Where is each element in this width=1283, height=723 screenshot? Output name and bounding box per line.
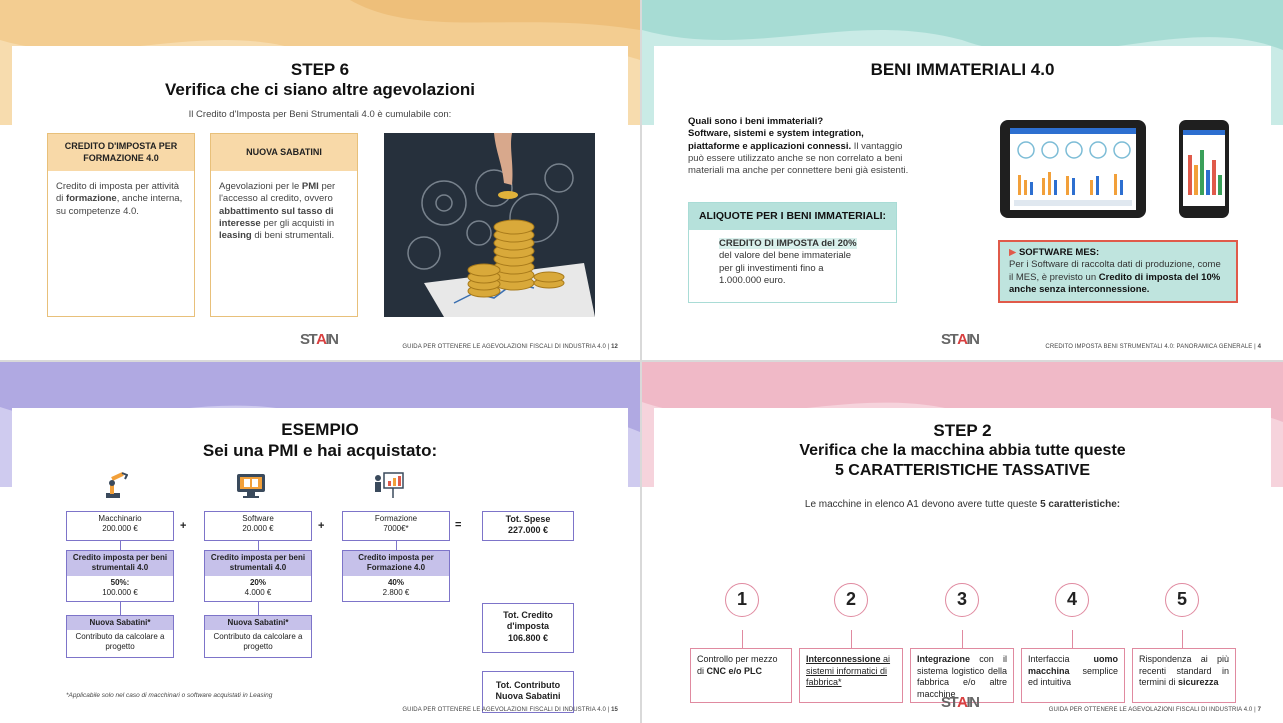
caratteristica-1: Controllo per mezzo di CNC e/o PLC xyxy=(690,648,792,703)
tot-sabatini-box: Tot. Contributo Nuova Sabatini xyxy=(482,671,574,713)
slide-card xyxy=(12,408,628,723)
page-footer: CREDITO IMPOSTA BENI STRUMENTALI 4.0: PANORAMICA GENERALE | 4 xyxy=(1045,344,1261,350)
connector-line xyxy=(258,541,259,550)
plus-sign: + xyxy=(318,520,325,532)
step-number-1: 1 xyxy=(725,583,759,617)
credit-software-value: 20% 4.000 € xyxy=(204,576,312,602)
equals-sign: = xyxy=(455,519,462,531)
slide-beni-immateriali xyxy=(642,0,1283,360)
slide-subtitle-1: Verifica che la macchina abbia tutte queste xyxy=(799,442,1126,459)
stain-logo: STAIN xyxy=(300,331,338,348)
tot-credito-box: Tot. Credito d'imposta 106.800 € xyxy=(482,603,574,653)
connector-line xyxy=(742,630,743,648)
credit-software-label: Credito imposta per beni strumentali 4.0 xyxy=(204,550,312,576)
sabatini-software-text: Contributo da calcolare a progetto xyxy=(204,630,312,658)
beni-immateriali-text: Quali sono i beni immateriali? Software, sistemi e system integration, piattaforme e applicazioni connessi. Il vantaggio può essere utilizzato anche se non correlato a beni materiali ma anche per connettere beni già esistenti. xyxy=(688,116,909,177)
connector-line xyxy=(258,602,259,615)
slide-title: ESEMPIO xyxy=(281,420,359,439)
formazione-box: Formazione 7000€* xyxy=(342,511,450,541)
computer-icon xyxy=(236,473,266,499)
aliquote-box xyxy=(688,202,897,303)
software-mes-text: Per i Software di raccolta dati di produzione, come il MES, è previsto un Credito di imposta del 10% anche senza interconnessione. xyxy=(1009,259,1221,296)
slide-subtitle-2: 5 CARATTERISTICHE TASSATIVE xyxy=(834,462,1091,479)
plus-sign: + xyxy=(180,520,187,532)
box-formazione xyxy=(47,133,195,317)
slide-subtitle: Sei una PMI e hai acquistato: xyxy=(202,441,438,460)
slide-card xyxy=(654,408,1271,723)
robot-arm-icon xyxy=(100,471,128,499)
page-footer: GUIDA PER OTTENERE LE AGEVOLAZIONI FISCALI DI INDUSTRIA 4.0 | 7 xyxy=(1048,707,1261,713)
presentation-icon xyxy=(372,470,404,500)
step-number-5: 5 xyxy=(1165,583,1199,617)
slide-step6 xyxy=(0,0,640,360)
aliquote-title: ALIQUOTE PER I BENI IMMATERIALI: xyxy=(689,203,896,230)
box-sabatini-title: NUOVA SABATINI xyxy=(211,134,357,171)
software-box: Software 20.000 € xyxy=(204,511,312,541)
stain-logo: STAIN xyxy=(941,331,979,348)
page-footer: GUIDA PER OTTENERE LE AGEVOLAZIONI FISCALI DI INDUSTRIA 4.0 | 15 xyxy=(402,707,618,713)
sabatini-software-label: Nuova Sabatini* xyxy=(204,615,312,630)
caratteristica-3: Integrazione con il sistema logistico della fabbrica e/o altre macchine xyxy=(910,648,1014,703)
footnote: *Applicabile solo nel caso di macchinari o software acquistati in Leasing xyxy=(66,692,273,699)
caratteristica-5: Rispondenza ai più recenti standard in termini di sicurezza xyxy=(1132,648,1236,703)
connector-line xyxy=(120,602,121,615)
caratteristica-4: Interfaccia uomo macchina semplice ed intuitiva xyxy=(1021,648,1125,703)
tablet-image xyxy=(1000,120,1146,218)
connector-line xyxy=(120,541,121,550)
credit-macchinario-label: Credito imposta per beni strumentali 4.0 xyxy=(66,550,174,576)
macchinario-box: Macchinario 200.000 € xyxy=(66,511,174,541)
slide-title: STEP 6 xyxy=(290,60,350,79)
aliquote-text: CREDITO DI IMPOSTA del 20% del valore del bene immateriale per gli investimenti fino a 1.000.000 euro. xyxy=(719,238,857,287)
box-sabatini-text: Agevolazioni per le PMI per l'accesso al credito, ovvero abbattimento sul tasso di interesse per gli acquisti in leasing di beni strumentali. xyxy=(219,181,336,242)
credit-macchinario-value: 50%: 100.000 € xyxy=(66,576,174,602)
box-formazione-text: Credito di imposta per attività di formazione, anche interna, su competenze 4.0. xyxy=(56,181,183,217)
tot-spese-box: Tot. Spese 227.000 € xyxy=(482,511,574,541)
intro-text: Il Credito d'Imposta per Beni Strumentali 4.0 è cumulabile con: xyxy=(188,109,452,120)
connector-line xyxy=(1182,630,1183,648)
stain-logo: STAIN xyxy=(941,694,979,711)
connector-line xyxy=(396,541,397,550)
intro-text: Le macchine in elenco A1 devono avere tutte queste 5 caratteristiche: xyxy=(804,499,1121,510)
caratteristica-2: Interconnessione ai sistemi informatici di fabbrica* xyxy=(799,648,903,703)
slide-title: BENI IMMATERIALI 4.0 xyxy=(870,60,1055,79)
smartphone-image xyxy=(1179,120,1229,218)
slide-title: STEP 2 xyxy=(933,421,992,440)
step-number-3: 3 xyxy=(945,583,979,617)
connector-line xyxy=(962,630,963,648)
sabatini-macchinario-label: Nuova Sabatini* xyxy=(66,615,174,630)
slide-subtitle: Verifica che ci siano altre agevolazioni xyxy=(165,80,475,99)
connector-line xyxy=(851,630,852,648)
box-sabatini xyxy=(210,133,358,317)
sabatini-macchinario-text: Contributo da calcolare a progetto xyxy=(66,630,174,658)
slide-esempio xyxy=(0,362,640,723)
software-mes-title: ▶ SOFTWARE MES: xyxy=(1009,247,1100,258)
coins-gears-image xyxy=(384,133,595,317)
credit-formazione-label: Credito imposta per Formazione 4.0 xyxy=(342,550,450,576)
software-mes-box xyxy=(998,240,1238,303)
box-formazione-title: CREDITO D'IMPOSTA PER FORMAZIONE 4.0 xyxy=(48,134,194,171)
step-number-2: 2 xyxy=(834,583,868,617)
slide-step2 xyxy=(642,362,1283,723)
slide-card xyxy=(12,46,628,360)
step-number-4: 4 xyxy=(1055,583,1089,617)
connector-line xyxy=(1072,630,1073,648)
slide-card xyxy=(654,46,1271,360)
page-footer: GUIDA PER OTTENERE LE AGEVOLAZIONI FISCALI DI INDUSTRIA 4.0 | 12 xyxy=(402,344,618,350)
credit-formazione-value: 40% 2.800 € xyxy=(342,576,450,602)
